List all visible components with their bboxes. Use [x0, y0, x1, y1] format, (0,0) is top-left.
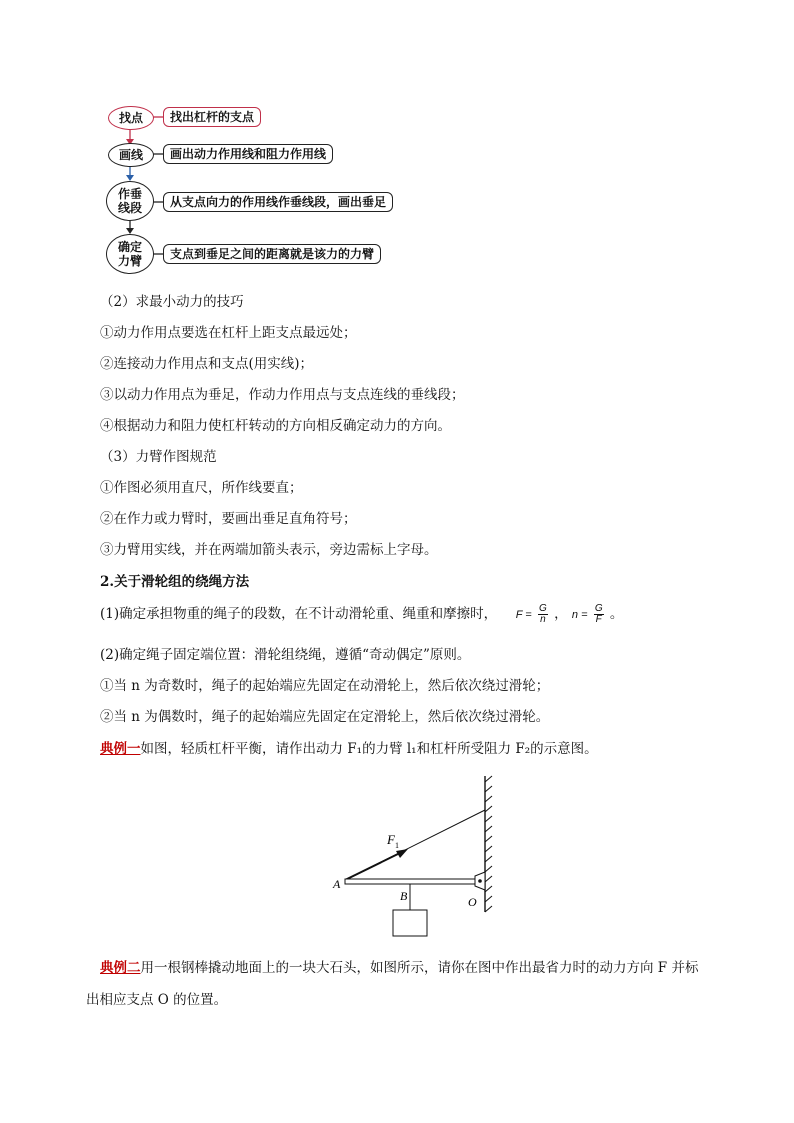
flow-step-desc: 支点到垂足之间的距离就是该力的力臂: [163, 244, 381, 264]
flow-step-find-fulcrum: [108, 106, 154, 130]
flow-step-determine-arm: [106, 234, 154, 274]
flow-step-label-bottom: 力臂: [117, 254, 142, 268]
lever-figure: [0, 768, 794, 948]
section-heading: （3）力臂作图规范: [100, 449, 217, 465]
example-2: [100, 956, 698, 976]
flow-step-desc: 画出动力作用线和阻力作用线: [163, 144, 333, 164]
pulley-item-1: [100, 602, 623, 625]
example-text: 如图，轻质杠杆平衡，请作出动力 F₁的力臂 l₁和杠杆所受阻力 F₂的示意图。: [140, 741, 598, 757]
example-text: 用一根钢棒撬动地面上的一块大石头，如图所示，请你在图中作出最省力时的动力方向 F 并标: [140, 960, 699, 976]
list-item: ①作图必须用直尺，所作线要直；: [100, 480, 303, 496]
force-f1-arrow: [345, 852, 402, 880]
flow-step-label-bottom: 线段: [117, 201, 142, 215]
label-f1: F: [387, 832, 395, 847]
section-heading: （2）求最小动力的技巧: [100, 294, 244, 310]
formula-lhs: F =: [515, 609, 532, 621]
lever-bar: [345, 879, 475, 884]
formula-numerator: G: [594, 603, 603, 614]
list-item: (2)确定绳子固定端位置：滑轮组绕绳，遵循“奇动偶定”原则。: [100, 647, 471, 663]
label-b: B: [400, 889, 408, 903]
wall-hatching: [485, 776, 492, 912]
flow-step-label: 画线: [118, 148, 143, 162]
list-item: ②连接动力作用点和支点(用实线)；: [100, 356, 314, 372]
list-item: ③以动力作用点为垂足，作动力作用点与支点连线的垂线段；: [100, 387, 465, 403]
section-heading: 2.关于滑轮组的绕绳方法: [100, 574, 250, 590]
flow-step-desc: 找出杠杆的支点: [163, 107, 261, 127]
flow-step-label-top: 作垂: [117, 187, 142, 201]
flow-step-perpendicular: [106, 181, 154, 221]
formula-separator: ，: [554, 606, 568, 622]
list-item: ②当 n 为偶数时，绳子的起始端应先固定在定滑轮上，然后依次绕过滑轮。: [100, 709, 550, 725]
list-item: ④根据动力和阻力使杠杆转动的方向相反确定动力的方向。: [100, 418, 451, 434]
example-tag: 典例二: [100, 960, 141, 976]
label-a: A: [333, 877, 341, 891]
flow-step-draw-lines: [108, 143, 154, 167]
formula-end: 。: [609, 606, 624, 622]
label-f1-subscript: 1: [395, 841, 399, 850]
example-1: [100, 737, 598, 757]
list-item: ①当 n 为奇数时，绳子的起始端应先固定在动滑轮上，然后依次绕过滑轮；: [100, 678, 550, 694]
force-f1-arrowhead: [396, 849, 408, 858]
hanging-block: [393, 910, 427, 936]
flow-step-label-top: 确定: [117, 240, 142, 254]
label-o: O: [468, 895, 477, 909]
formula-lhs: n =: [571, 609, 588, 621]
list-item: ③力臂用实线，并在两端加箭头表示，旁边需标上字母。: [100, 542, 438, 558]
flow-step-label: 找点: [118, 111, 143, 125]
formula-numerator: G: [539, 603, 547, 614]
flow-step-desc: 从支点向力的作用线作垂线段，画出垂足: [163, 192, 393, 212]
formula-denominator: n: [540, 614, 546, 625]
pulley-item-text: (1)确定承担物重的绳子的段数，在不计动滑轮重、绳重和摩擦时，: [100, 606, 498, 622]
list-item: ①动力作用点要选在杠杆上距支点最远处；: [100, 325, 357, 341]
example-tag: 典例一: [100, 741, 141, 757]
list-item: ②在作力或力臂时，要画出垂足直角符号；: [100, 511, 357, 527]
formula-denominator: F: [595, 614, 602, 625]
formula-fraction: [538, 604, 548, 625]
example-2-continued: 出相应支点 O 的位置。: [86, 992, 228, 1008]
formula-fraction: [594, 604, 604, 625]
